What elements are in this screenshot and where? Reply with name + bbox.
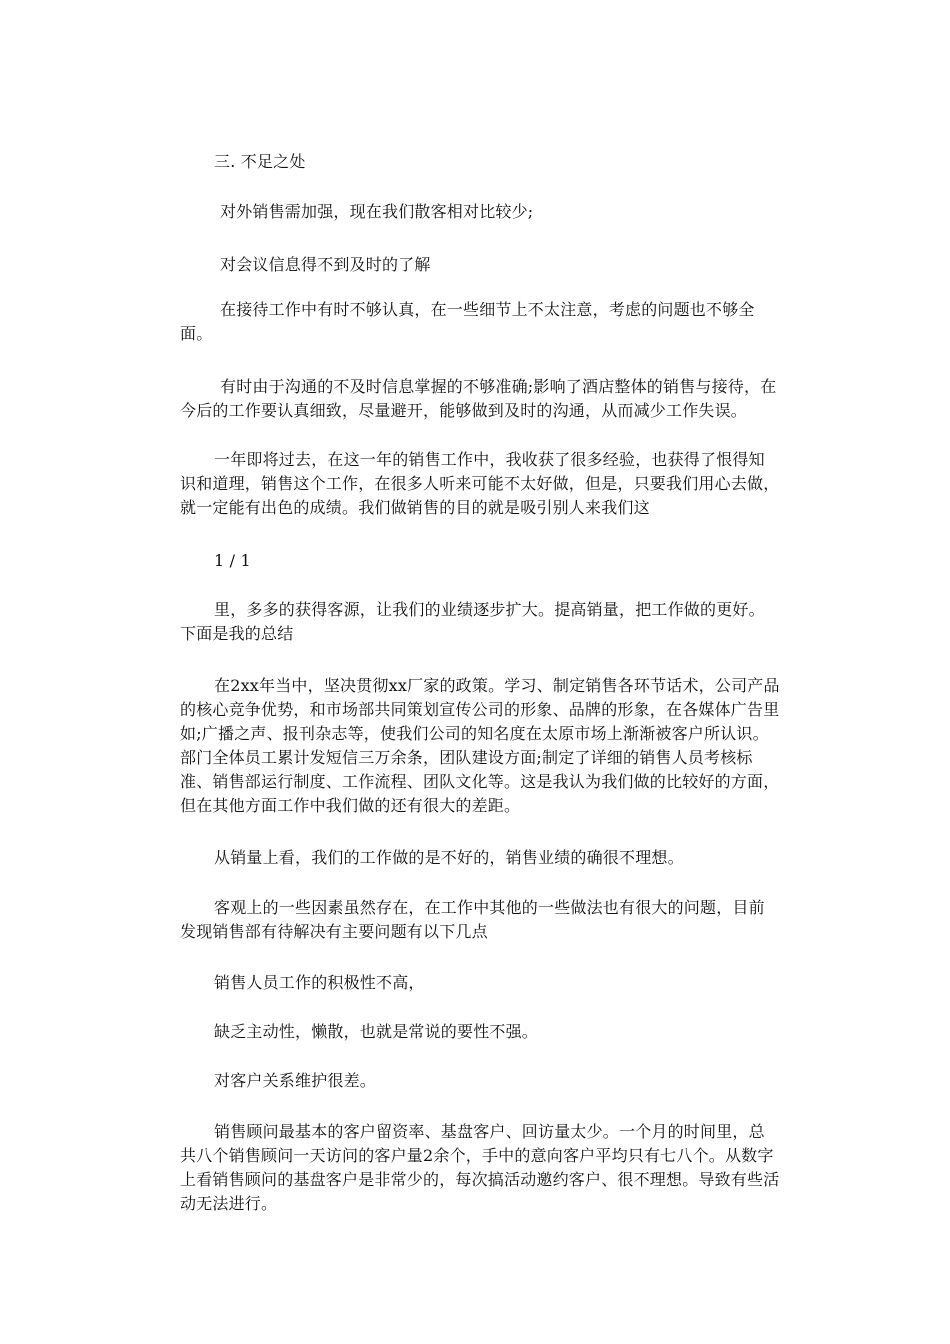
paragraph: 对外销售需加强，现在我们散客相对比较少; [220,202,534,221]
paragraph: 销售顾问最基本的客户留资率、基盘客户、回访量太少。一个月的时间里，总共八个销售顾问一天访问的客户量2余个，手中的意向客户平均只有七八个。从数字上看销售顾问的基盘客户是非常少的，每次搞活动邀约客户、很不理想。导致有些活动无法进行。 [180,1122,780,1213]
paragraph: 销售人员工作的积极性不高， [214,973,425,992]
paragraph: 在2xx年当中，坚决贯彻xx厂家的政策。学习、制定销售各环节话术，公司产品的核心竞争优势，和市场部共同策划宣传公司的形象、品牌的形象，在各媒体广告里如;广播之声、报刊杂志等，使我们公司的知名度在太原市场上渐渐被客户所认识。部门全体员工累计发短信三万余条，团队建设方面;制定了详细的销售人员考核标准、销售部运行制度、工作流程、团队文化等。这是我认为我们做的比较好的方面，但在其他方面工作中我们做的还有很大的差距。 [180,676,780,815]
paragraph: 客观上的一些因素虽然存在，在工作中其他的一些做法也有很大的问题，目前发现销售部有待解决有主要问题有以下几点 [180,898,765,941]
paragraph: 里，多多的获得客源，让我们的业绩逐步扩大。提高销量，把工作做的更好。下面是我的总结 [180,600,765,643]
paragraph: 一年即将过去，在这一年的销售工作中，我收获了很多经验，也获得了恨得知识和道理，销售这个工作，在很多人听来可能不太好做，但是，只要我们用心去做，就一定能有出色的成绩。我们做销售的目的就是吸引别人来我们这 [180,450,780,517]
paragraph: 在接待工作中有时不够认真，在一些细节上不太注意，考虑的问题也不够全面。 [180,300,755,343]
page-number: 1 / 1 [214,551,251,570]
paragraph: 从销量上看，我们的工作做的是不好的，销售业绩的确很不理想。 [214,848,684,867]
section-heading: 三. 不足之处 [214,152,306,171]
paragraph: 对客户关系维护很差。 [214,1071,377,1090]
paragraph: 缺乏主动性，懒散，也就是常说的要性不强。 [214,1022,539,1041]
paragraph: 有时由于沟通的不及时信息掌握的不够准确;影响了酒店整体的销售与接待，在今后的工作要认真细致，尽量避开，能够做到及时的沟通，从而减少工作失误。 [180,377,777,420]
paragraph: 对会议信息得不到及时的了解 [220,255,431,274]
